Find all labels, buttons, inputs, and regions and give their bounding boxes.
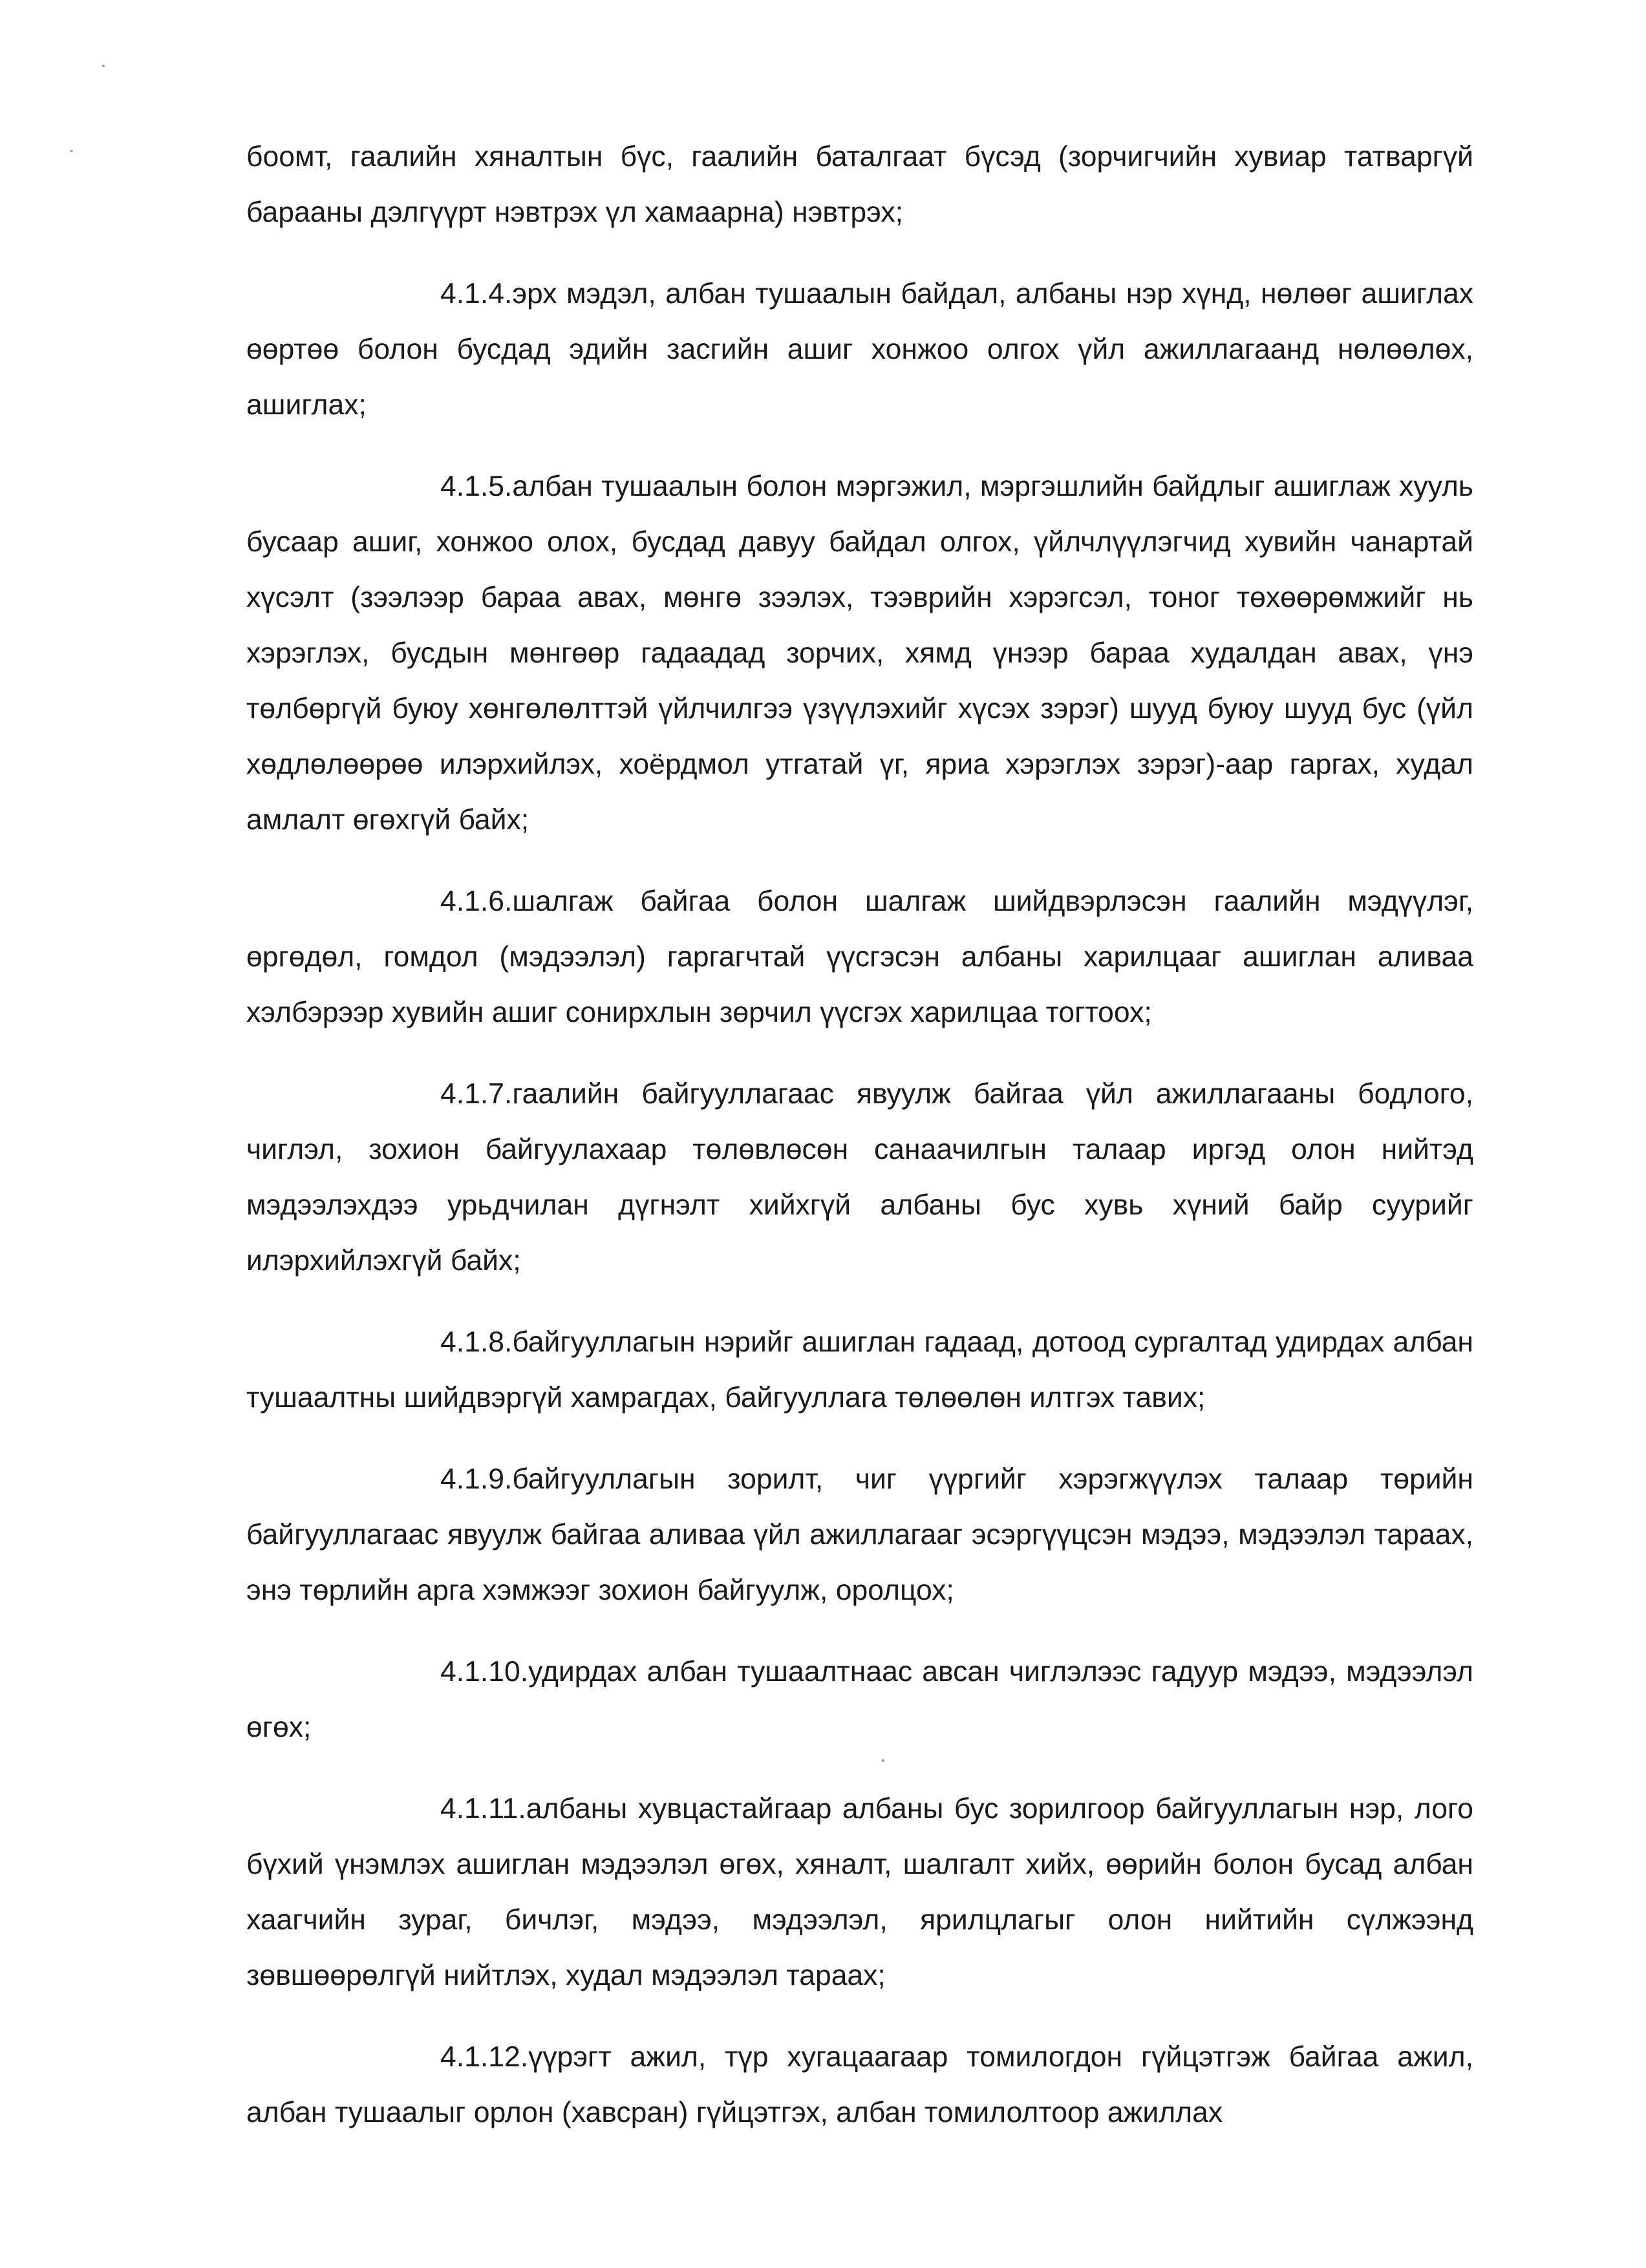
document-body	[246, 129, 1473, 2141]
clause-4-1-9: 4.1.9.байгууллагын зорилт, чиг үүргийг хэрэгжүүлэх талаар төрийн байгууллагаас явуулж байгаа аливаа үйл ажиллагааг эсэргүүцсэн мэдээ, мэдээлэл тараах, энэ төрлийн арга хэмжээг зохион байгуулж, оролцох;	[246, 1463, 1473, 1606]
clause-4-1-8: 4.1.8.байгууллагын нэрийг ашиглан гадаад, дотоод сургалтад удирдах албан тушаалтны шийдвэргүй хамрагдах, байгууллага төлөөлөн илтгэх тавих;	[246, 1326, 1473, 1414]
scan-speck	[70, 150, 73, 152]
clause-4-1-12: 4.1.12.үүрэгт ажил, түр хугацаагаар томилогдон гүйцэтгэж байгаа ажил, албан тушаалыг орлон (хавсран) гүйцэтгэх, албан томилолтоор ажиллах	[246, 2041, 1473, 2128]
clause-4-1-10: 4.1.10.удирдах албан тушаалтнаас авсан чиглэлээс гадуур мэдээ, мэдээлэл өгөх;	[246, 1656, 1473, 1743]
clause-4-1-5: 4.1.5.албан тушаалын болон мэргэжил, мэргэшлийн байдлыг ашиглаж хууль бусаар ашиг, хонжоо олох, бусдад давуу байдал олгох, үйлчлүүлэгчид хувийн чанартай хүсэлт (зээлээр бараа авах, мөнгө зээлэх, тээврийн хэрэгсэл, тоног төхөөрөмжийг нь хэрэглэх, бусдын мөнгөөр гадаадад зорчих, хямд үнээр бараа худалдан авах, үнэ төлбөргүй буюу хөнгөлөлттэй үйлчилгээ үзүүлэхийг хүсэх зэрэг) шууд буюу шууд бус (үйл хөдлөлөөрөө илэрхийлэх, хоёрдмол утгатай үг, яриа хэрэглэх зэрэг)-аар гаргах, худал амлалт өгөхгүй байх;	[246, 471, 1473, 836]
paragraph-continuation: боомт, гаалийн хяналтын бүс, гаалийн баталгаат бүсэд (зорчигчийн хувиар татваргүй барааны дэлгүүрт нэвтрэх үл хамаарна) нэвтрэх;	[246, 141, 1473, 228]
clause-4-1-11: 4.1.11.албаны хувцастайгаар албаны бус зорилгоор байгууллагын нэр, лого бүхий үнэмлэх ашиглан мэдээлэл өгөх, хяналт, шалгалт хийх, өөрийн болон бусад албан хаагчийн зураг, бичлэг, мэдээ, мэдээлэл, ярилцлагыг олон нийтийн сүлжээнд зөвшөөрөлгүй нийтлэх, худал мэдээлэл тараах;	[246, 1793, 1473, 1991]
clause-4-1-6: 4.1.6.шалгаж байгаа болон шалгаж шийдвэрлэсэн гаалийн мэдүүлэг, өргөдөл, гомдол (мэдээлэл) гаргагчтай үүсгэсэн албаны харилцааг ашиглан аливаа хэлбэрээр хувийн ашиг сонирхлын зөрчил үүсгэх харилцаа тогтоох;	[246, 885, 1473, 1028]
clause-4-1-4: 4.1.4.эрх мэдэл, албан тушаалын байдал, албаны нэр хүнд, нөлөөг ашиглах өөртөө болон бусдад эдийн засгийн ашиг хонжоо олгох үйл ажиллагаанд нөлөөлөх, ашиглах;	[246, 278, 1473, 421]
scan-speck	[102, 65, 105, 67]
clause-4-1-7: 4.1.7.гаалийн байгууллагаас явуулж байгаа үйл ажиллагааны бодлого, чиглэл, зохион байгуулахаар төлөвлөсөн санаачилгын талаар иргэд олон нийтэд мэдээлэхдээ урьдчилан дүгнэлт хийхгүй албаны бус хувь хүний байр суурийг илэрхийлэхгүй байх;	[246, 1078, 1473, 1277]
